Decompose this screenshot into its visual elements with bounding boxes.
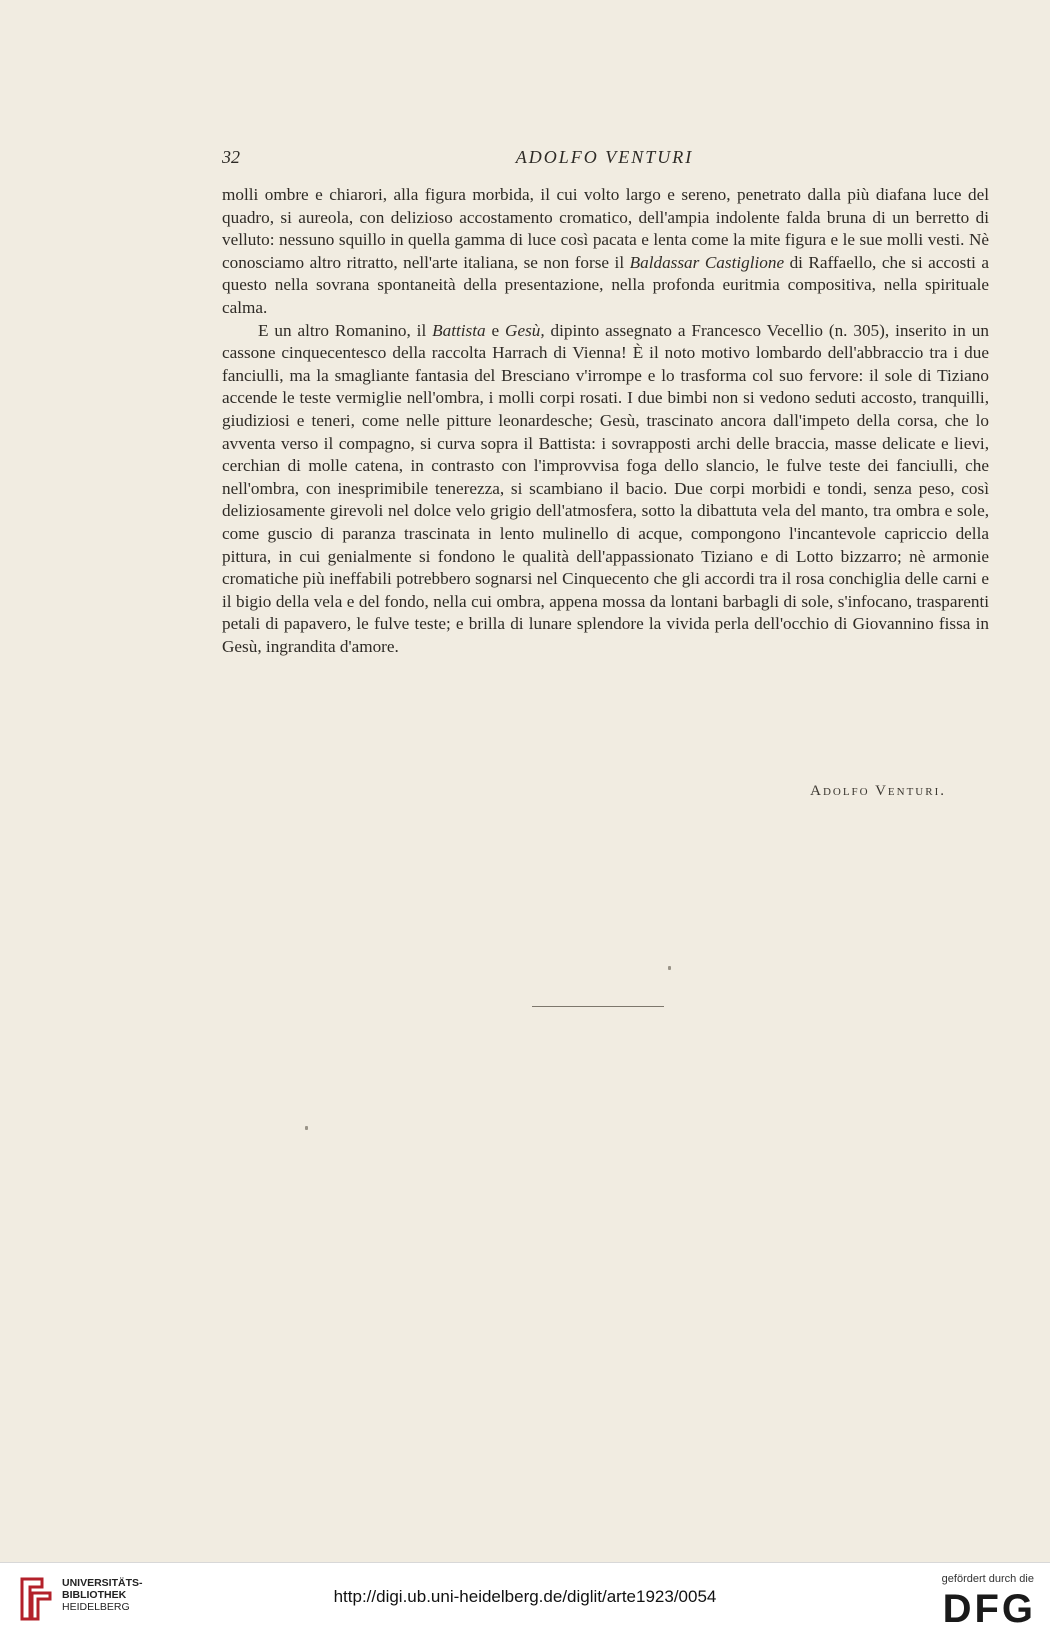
sponsor-label: gefördert durch die <box>941 1573 1034 1585</box>
paragraph <box>222 184 989 320</box>
digitization-footer <box>0 1562 1050 1639</box>
page-number: 32 <box>222 147 240 167</box>
article-body <box>222 184 989 658</box>
end-rule <box>532 1006 664 1007</box>
library-name-line2: BIBLIOTHEK <box>62 1589 127 1601</box>
paragraph <box>222 320 989 659</box>
dfg-logo[interactable]: DFG <box>942 1587 1036 1631</box>
permalink-url[interactable]: http://digi.ub.uni-heidelberg.de/diglit/arte1923/0054 <box>333 1587 717 1606</box>
text-run: di Raffaello, che si accosti a questo nella sovrana spontaneità della presentazione, nella profonda euritmia compositiva, nella spirituale calma. <box>222 252 989 317</box>
paper-speck <box>305 1126 308 1130</box>
author-signature: Adolfo Venturi. <box>810 783 946 799</box>
paper-speck <box>668 966 671 970</box>
library-name-line1: UNIVERSITÄTS- <box>62 1577 143 1589</box>
text-run: dipinto assegnato a Francesco Vecellio (n. 305), inserito in un cassone cinquecentesco della raccolta Harrach di Vienna! È il noto motivo lombardo dell'abbraccio tra i due fanciulli, ma la smagliante fantasia del Bresciano v'irrompe e lo trasforma col suo fervore: il sole di Tiziano accende le teste vermiglie nell'ombra, i molli corpi rosati. I due bimbi non si vedono seduti accosto, tranquilli, giudiziosi e teneri, come nelle pitture leonardesche; Gesù, trascinato ancora dall'impeto della corsa, che lo avventa verso il compagno, si curva sopra il Battista: i sovrapposti archi delle braccia, masse delicate e lievi, cerchian di molle catena, in contrasto con l'improvvisa foga dello slancio, le fulve teste dei fanciulli, che nell'ombra, con inesprimibile tenerezza, si scambiano il bacio. Due corpi morbidi e tondi, senza peso, così deliziosamente girevoli nel dolce velo grigio dell'atmosfera, sotto la dibattuta vela del manto, tra ombra e sole, come guscio di paranza trascinata in lento mulinello di acque, compongono l'incantevole capriccio della pittura, in cui genialmente si fondono le qualità dell'appassionato Tiziano e di Lotto bizzarro; nè armonie cromatiche più ineffabili potrebbero sognarsi nel Cinquecento che gli accordi tra il rosa conchiglia delle carni e il bigio della vela e del fondo, nella cui ombra, appena mossa da lontani barbagli di sole, s'infocano, trasparenti petali di papavero, le fulve teste; e brilla di lunare splendore la vivida perla dell'occhio di Giovannino fissa in Gesù, ingrandita d'amore. <box>222 320 989 656</box>
running-title: ADOLFO VENTURI <box>515 147 694 167</box>
running-head <box>222 147 987 171</box>
text-run: molli ombre e chiarori, alla figura morbida, il cui volto largo e sereno, penetrato dalla più diafana luce del quadro, si aureola, con delizioso accostamento cromatico, dell'ampia indolente falda bruna di un berretto di velluto: nessuno squillo in quella gamma di luce così pacata e lenta come la mite figura e le sue molli vesti. Nè conosciamo altro ritratto, nell'arte italiana, se non forse il <box>222 185 989 272</box>
italic-title: Gesù, <box>505 320 545 340</box>
library-name-line3: HEIDELBERG <box>62 1601 130 1613</box>
text-run: E un altro Romanino, il <box>258 320 433 340</box>
italic-title: Battista <box>432 320 486 340</box>
text-run: e <box>485 320 506 340</box>
italic-title: Baldassar Castiglione <box>629 252 785 272</box>
